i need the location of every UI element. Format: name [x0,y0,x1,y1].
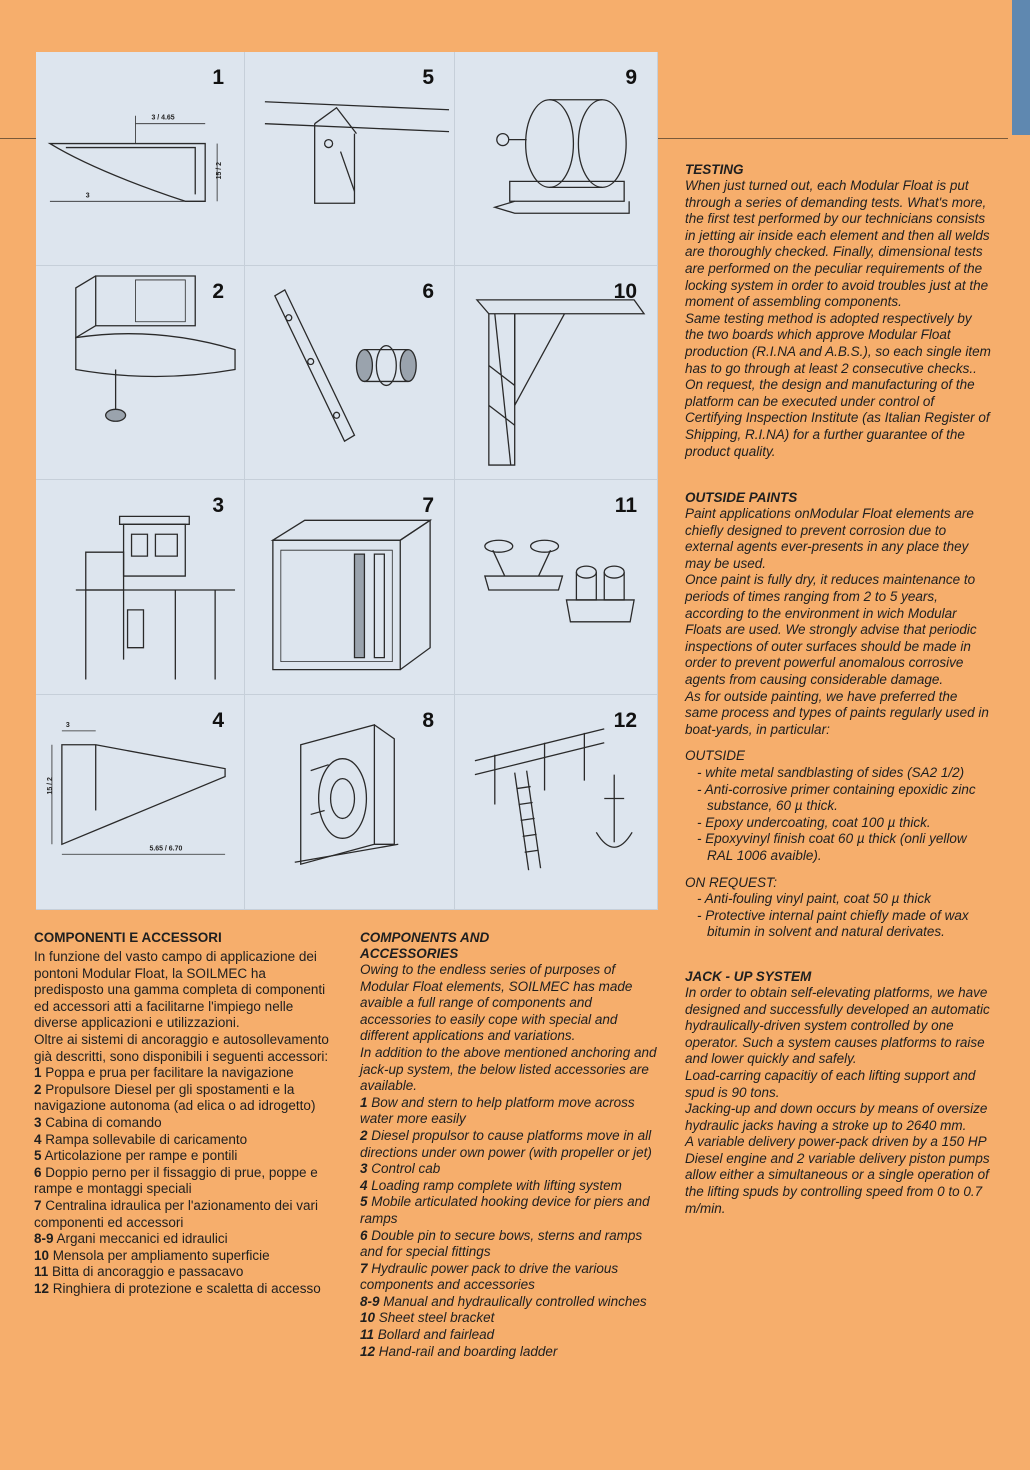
figure-number: 5 [422,66,434,89]
item-number: 8-9 [34,1231,54,1247]
list-item [34,1198,334,1231]
english-list [360,1095,662,1361]
item-number: 12 [360,1343,376,1359]
illustration-7-power-pack [245,480,455,695]
item-text: Manual and hydraulically controlled winches [383,1293,647,1309]
italian-column [34,930,334,1297]
testing-title: TESTING [685,162,744,177]
item-text: Control cab [371,1161,441,1177]
figure-number: 1 [212,66,224,89]
italian-list [34,1065,334,1297]
page-edge-tab [1012,0,1030,135]
list-item [34,1148,334,1165]
dim-label: 3 / 4.65 [151,114,175,122]
top-rule-left [0,138,36,139]
item-text: Bollard and fairlead [377,1327,495,1343]
spacer [685,865,993,875]
list-item [360,1310,662,1327]
english-title: COMPONENTS AND ACCESSORIES [360,930,490,961]
list-item [34,1264,334,1281]
illustration-6-double-pin [245,266,455,480]
illustration-5-articulation [245,52,455,266]
dim-label: 3 [85,192,90,200]
item-number: 1 [34,1065,42,1081]
figure-number: 11 [614,494,637,517]
item-number: 3 [360,1161,368,1177]
list-item [34,1281,334,1298]
item-text: Articolazione per rampe e pontili [44,1148,238,1164]
figure-number: 7 [422,494,434,517]
illustration-4-loading-ramp [36,695,245,910]
illustration-3-control-cab [36,480,245,695]
illustration-9-winch [455,52,658,266]
item-text: Argani meccanici ed idraulici [56,1231,228,1247]
figure-number: 12 [613,709,637,732]
list-item [34,1115,334,1132]
list-item [360,1344,662,1361]
list-item [360,1095,662,1128]
right-column [685,162,993,1217]
italian-title: COMPONENTI E ACCESSORI [34,930,222,945]
item-number: 6 [34,1164,42,1180]
item-number: 8-9 [360,1293,380,1309]
item-text: Propulsore Diesel per gli spostamenti e la navigazione autonoma (ad elica o ad idrogetto) [34,1081,316,1114]
illustration-2-diesel-propulsor [36,266,245,480]
list-item [360,1294,662,1311]
list-item: - white metal sandblasting of sides (SA2 1/2) [697,765,965,780]
item-text: Loading ramp complete with lifting system [371,1177,622,1193]
item-number: 12 [34,1280,50,1296]
dim-label: 3 [65,721,70,729]
jackup-section [685,969,993,1217]
illustration-grid [36,52,658,910]
dim-label: 15 / 2 [216,161,224,180]
english-para2: In addition to the above mentioned anchoring and jack-up system, the below listed accessories are available. [360,1044,657,1094]
item-text: Centralina idraulica per l'azionamento dei vari componenti ed accessori [34,1197,319,1230]
list-item [34,1165,334,1198]
item-text: Double pin to secure bows, sterns and ramps and for special fittings [360,1227,643,1260]
figure-number: 2 [212,280,224,303]
item-number: 10 [360,1310,376,1326]
item-number: 1 [360,1094,368,1110]
list-item [34,1082,334,1115]
item-number: 7 [34,1197,42,1213]
item-text: Hand-rail and boarding ladder [378,1343,558,1359]
list-item [34,1248,334,1265]
figure-number: 6 [422,280,434,303]
request-title: ON REQUEST: [685,874,778,890]
list-item [360,1327,662,1344]
jackup-title: JACK - UP SYSTEM [685,968,812,984]
item-text: Sheet steel bracket [378,1310,495,1326]
list-item [34,1132,334,1149]
item-number: 5 [34,1148,42,1164]
english-intro: Owing to the endless series of purposes of Modular Float elements, SOILMEC has made avaible a full range of components and accessories to easily cope with special and different applications and variations. [360,962,633,1044]
item-text: Cabina di comando [45,1114,162,1130]
item-text: Diesel propulsor to cause platforms move in all directions under own power (with propeller or jet) [360,1127,652,1160]
item-number: 7 [360,1260,368,1276]
dim-label: 15 / 2 [46,777,54,795]
testing-p2: Same testing method is adopted respectively by the two boards which approve Modular Float production (R.I.NA and A.B.S.), so each single item has to go through at least 2 consecutive checks.. [685,310,991,376]
item-number: 11 [34,1264,49,1280]
figure-number: 8 [422,709,434,732]
list-item [360,1261,662,1294]
list-item: - Epoxy undercoating, coat 100 µ thick. [697,814,931,830]
list-item: - Protective internal paint chiefly made of wax bitumin in solvent and natural derivates. [697,907,969,940]
item-number: 4 [34,1131,42,1147]
item-number: 10 [34,1247,50,1263]
item-number: 2 [360,1127,368,1143]
item-number: 2 [34,1081,42,1097]
figure-number: 4 [212,709,224,732]
top-rule-right [658,138,1008,139]
illustration-11-bollard [455,480,658,695]
illustration-8-manual-winch [245,695,455,910]
list-item: - Epoxyvinyl finish coat 60 µ thick (onli yellow RAL 1006 avaible). [697,831,967,863]
jackup-p4: A variable delivery power-pack driven by a 150 HP Diesel engine and 2 variable delivery piston pumps allow either a simultaneous or a single operation of the lifting spuds by controlling speed from 0 to 0.7 m/min. [685,1134,990,1216]
testing-p3: On request, the design and manufacturing of the platform can be executed under control of Certifying Inspection Institute (as Italian Register of Shipping, R.I.NA) for a further guarantee of the product quality. [685,377,990,459]
figure-number: 9 [625,66,637,89]
paints-p2: Once paint is fully dry, it reduces maintenance to periods of times ranging from 2 to 5 years, according to the environment in wich Modular Floats are used. We strongly advise that periodic inspections of outer surfaces should be made in order to prevent powerful anomalous corrosive agents from causing considerable damage. [685,572,977,688]
item-text: Ringhiera di protezione e scaletta di accesso [52,1280,321,1296]
list-item [34,1231,334,1248]
list-item [360,1194,662,1227]
testing-p1: When just turned out, each Modular Float is put through a series of demanding tests. What's more, the first test performed by our technicians consists in jetting air inside each element and then all welds are thoroughly checked. Finally, dimensional tests are performed on the peculiar requirements of the locking system in order to avoid troubles just at the moment of assembling components. [685,178,990,310]
item-number: 3 [34,1114,42,1130]
item-number: 11 [360,1327,375,1343]
figure-number: 10 [613,280,637,303]
item-number: 5 [360,1194,368,1210]
list-item: - Anti-fouling vinyl paint, coat 50 µ thick [697,891,931,907]
item-text: Poppa e prua per facilitare la navigazione [45,1065,294,1081]
list-item: - Anti-corrosive primer containing epoxidic zinc substance, 60 µ thick. [697,781,976,814]
illustration-12-handrail-ladder [455,695,658,910]
dim-label: 5.65 / 6.70 [149,845,183,853]
item-text: Doppio perno per il fissaggio di prue, poppe e rampe e montaggi speciali [34,1164,318,1197]
item-text: Rampa sollevabile di caricamento [45,1131,248,1147]
testing-section [685,162,993,460]
jackup-p3: Jacking-up and down occurs by means of oversize hydraulic jacks having a stroke up to 2640 mm. [685,1101,988,1133]
figure-number: 3 [212,494,224,517]
jackup-p2: Load-carring capacitiy of each lifting support and spud is 90 tons. [685,1067,976,1100]
illustration-10-bracket [455,266,658,480]
paints-title: OUTSIDE PAINTS [685,490,798,506]
english-column [360,930,662,1360]
paints-section [685,490,993,941]
italian-para2: Oltre ai sistemi di ancoraggio e autosollevamento già descritti, sono disponibili i seguenti accessori: [34,1031,329,1064]
outside-title: OUTSIDE [685,748,746,764]
italian-intro: In funzione del vasto campo di applicazione dei pontoni Modular Float, la SOILMEC ha predisposto una gamma completa di componenti ed accessori atti a facilitarne l'impiego nelle diverse applicazioni e utilizzazioni. [34,949,326,1031]
list-item [360,1228,662,1261]
list-item [360,1161,662,1178]
item-text: Mobile articulated hooking device for piers and ramps [360,1194,650,1226]
list-item [34,1065,334,1082]
item-text: Bow and stern to help platform move across water more easily [360,1094,635,1127]
paints-p1: Paint applications onModular Float elements are chiefly designed to prevent corrosion due to external agents ever-presents in any place they may be used. [685,506,974,571]
jackup-p1: In order to obtain self-elevating platforms, we have designed and successfully developed an automatic hydraulically-driven system controlled by one operator. Such a system causes platforms to raise and lower quickly and safely. [685,984,990,1067]
list-item [360,1178,662,1195]
item-text: Hydraulic power pack to drive the various components and accessories [360,1260,619,1293]
illustration-1-bow [36,52,245,266]
list-item [360,1128,662,1161]
spacer [685,738,993,748]
item-text: Bitta di ancoraggio e passacavo [52,1264,244,1280]
item-number: 6 [360,1227,368,1243]
item-number: 4 [360,1177,368,1193]
paints-p3: As for outside painting, we have preferred the same process and types of paints regularly used in boat-yards, in particular: [685,688,989,737]
item-text: Mensola per ampliamento superficie [52,1247,270,1263]
